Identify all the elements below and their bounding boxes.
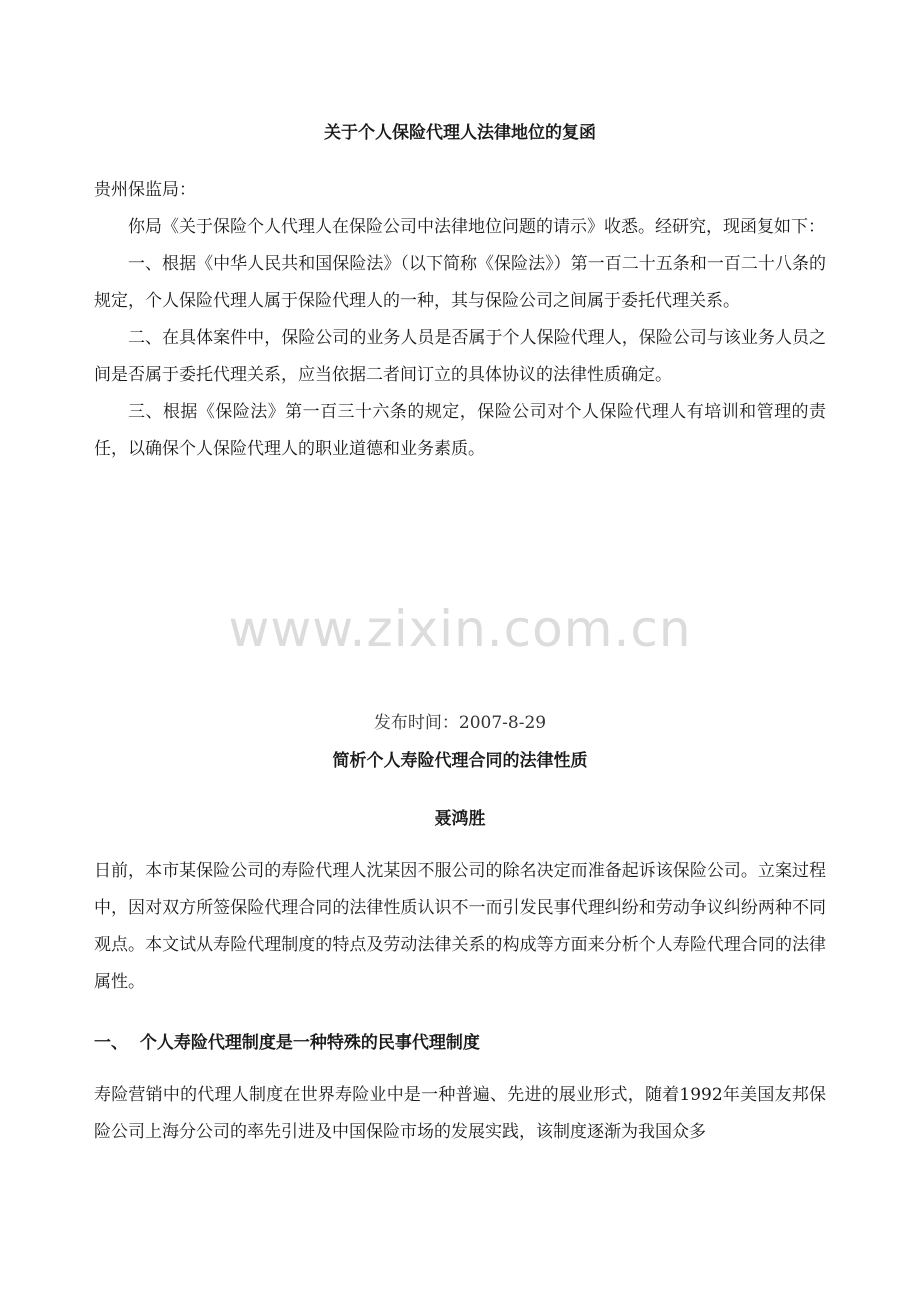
doc2-title: 简析个人寿险代理合同的法律性质 bbox=[332, 751, 588, 771]
doc2-intro-block bbox=[94, 853, 826, 1001]
doc1-paragraph: 一、根据《中华人民共和国保险法》（以下简称《保险法》）第一百二十五条和一百二十八条的规定，个人保险代理人属于保险代理人的一种，其与保险公司之间属于委托代理关系。 bbox=[94, 254, 826, 311]
doc1-paragraph: 二、在具体案件中，保险公司的业务人员是否属于个人保险代理人，保险公司与该业务人员之间是否属于委托代理关系，应当依据二者间订立的具体协议的法律性质确定。 bbox=[94, 328, 826, 385]
doc2-section1-body bbox=[94, 1077, 826, 1151]
doc1-title: 关于个人保险代理人法律地位的复函 bbox=[324, 123, 596, 143]
doc2-author: 聂鸿胜 bbox=[434, 809, 486, 829]
doc1-paragraph: 你局《关于保险个人代理人在保险公司中法律地位问题的请示》收悉。经研究，现函复如下： bbox=[128, 217, 825, 237]
doc2-section1-heading bbox=[94, 1025, 826, 1062]
doc2-intro: 日前，本市某保险公司的寿险代理人沈某因不服公司的除名决定而准备起诉该保险公司。立案过程中，因对双方所签保险代理合同的法律性质认识不一而引发民事代理纠纷和劳动争议纠纷两种不同观点。本文试从寿险代理制度的特点及劳动法律关系的构成等方面来分析个人寿险代理合同的法律属性。 bbox=[94, 861, 826, 992]
doc1-salutation: 贵州保监局： bbox=[94, 180, 196, 200]
publish-time: 发布时间：2007-8-29 bbox=[373, 713, 547, 733]
section-heading: 一、 个人寿险代理制度是一种特殊的民事代理制度 bbox=[94, 1033, 480, 1053]
doc2-section1-text: 寿险营销中的代理人制度在世界寿险业中是一种普遍、先进的展业形式，随着1992年美国友邦保险公司上海分公司的率先引进及中国保险市场的发展实践，该制度逐渐为我国众多 bbox=[94, 1085, 826, 1142]
doc1-body bbox=[94, 172, 826, 468]
watermark: www.zixin.com.cn bbox=[228, 600, 692, 658]
doc1-paragraph: 三、根据《保险法》第一百三十六条的规定，保险公司对个人保险代理人有培训和管理的责任，以确保个人保险代理人的职业道德和业务素质。 bbox=[94, 402, 826, 459]
